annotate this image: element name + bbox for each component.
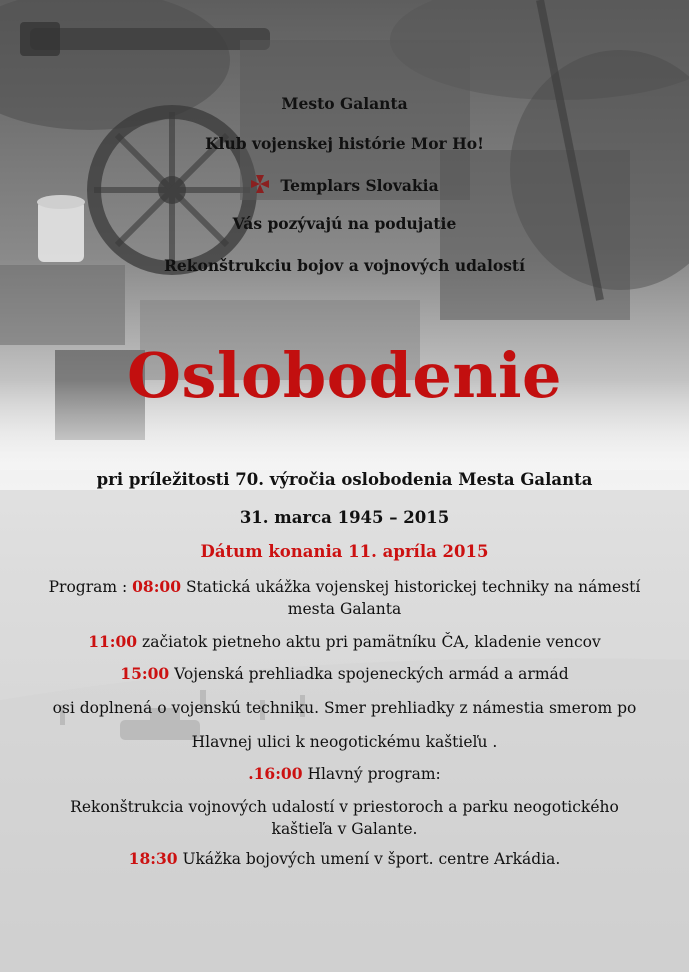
program-reconstruction-cont: kaštieľa v Galante. <box>271 820 418 838</box>
organizer-templars <box>0 174 689 199</box>
program-item-1830 <box>0 849 689 869</box>
program-text: začiatok pietneho aktu pri pamätníku ČA, kladenie vencov <box>137 633 601 651</box>
program-text: Vojenská prehliadka spojeneckých armád a armád <box>169 665 569 683</box>
program-time: 18:30 <box>128 849 178 868</box>
invitation-text: Vás pozývajú na podujatie <box>232 214 457 233</box>
program-dot: . <box>248 764 254 783</box>
program-reconstruction: Rekonštrukcia vojnových udalostí v priestoroch a parku neogotického <box>70 798 619 816</box>
organizer-city: Mesto Galanta <box>281 94 408 113</box>
program-item-1600 <box>0 764 689 784</box>
program-item-1500-cont2: Hlavnej ulici k neogotickému kaštieľu . <box>191 733 498 751</box>
occasion-line: pri príležitosti 70. výročia oslobodenia Mesta Galanta <box>96 470 593 489</box>
program-time: 08:00 <box>132 577 182 596</box>
program-item-1100 <box>0 632 689 652</box>
templars-label: Templars Slovakia <box>280 176 439 195</box>
program-item-1500-cont1: osi doplnená o vojenskú techniku. Smer prehliadky z námestia smerom po <box>52 699 637 717</box>
program-prefix: Program : <box>48 578 133 596</box>
templar-cross-icon <box>250 174 270 199</box>
program-time: 11:00 <box>88 632 138 651</box>
program-time: 15:00 <box>120 664 170 683</box>
anniversary-dates: 31. marca 1945 – 2015 <box>239 508 450 527</box>
program-time: 16:00 <box>253 764 303 783</box>
program-text: Statická ukážka vojenskej historickej techniky na námestí <box>181 578 641 596</box>
event-subject: Rekonštrukciu bojov a vojnových udalostí <box>164 256 525 275</box>
program-text: Hlavný program: <box>302 765 441 783</box>
program-text: Ukážka bojových umení v šport. centre Arkádia. <box>177 850 561 868</box>
program-item-0800 <box>0 577 689 597</box>
event-date: Dátum konania 11. apríla 2015 <box>200 542 489 561</box>
program-item-1500 <box>0 664 689 684</box>
organizer-club: Klub vojenskej histórie Mor Ho! <box>205 134 484 153</box>
event-title: Oslobodenie <box>127 339 562 412</box>
program-item-0800-cont: mesta Galanta <box>287 600 402 618</box>
